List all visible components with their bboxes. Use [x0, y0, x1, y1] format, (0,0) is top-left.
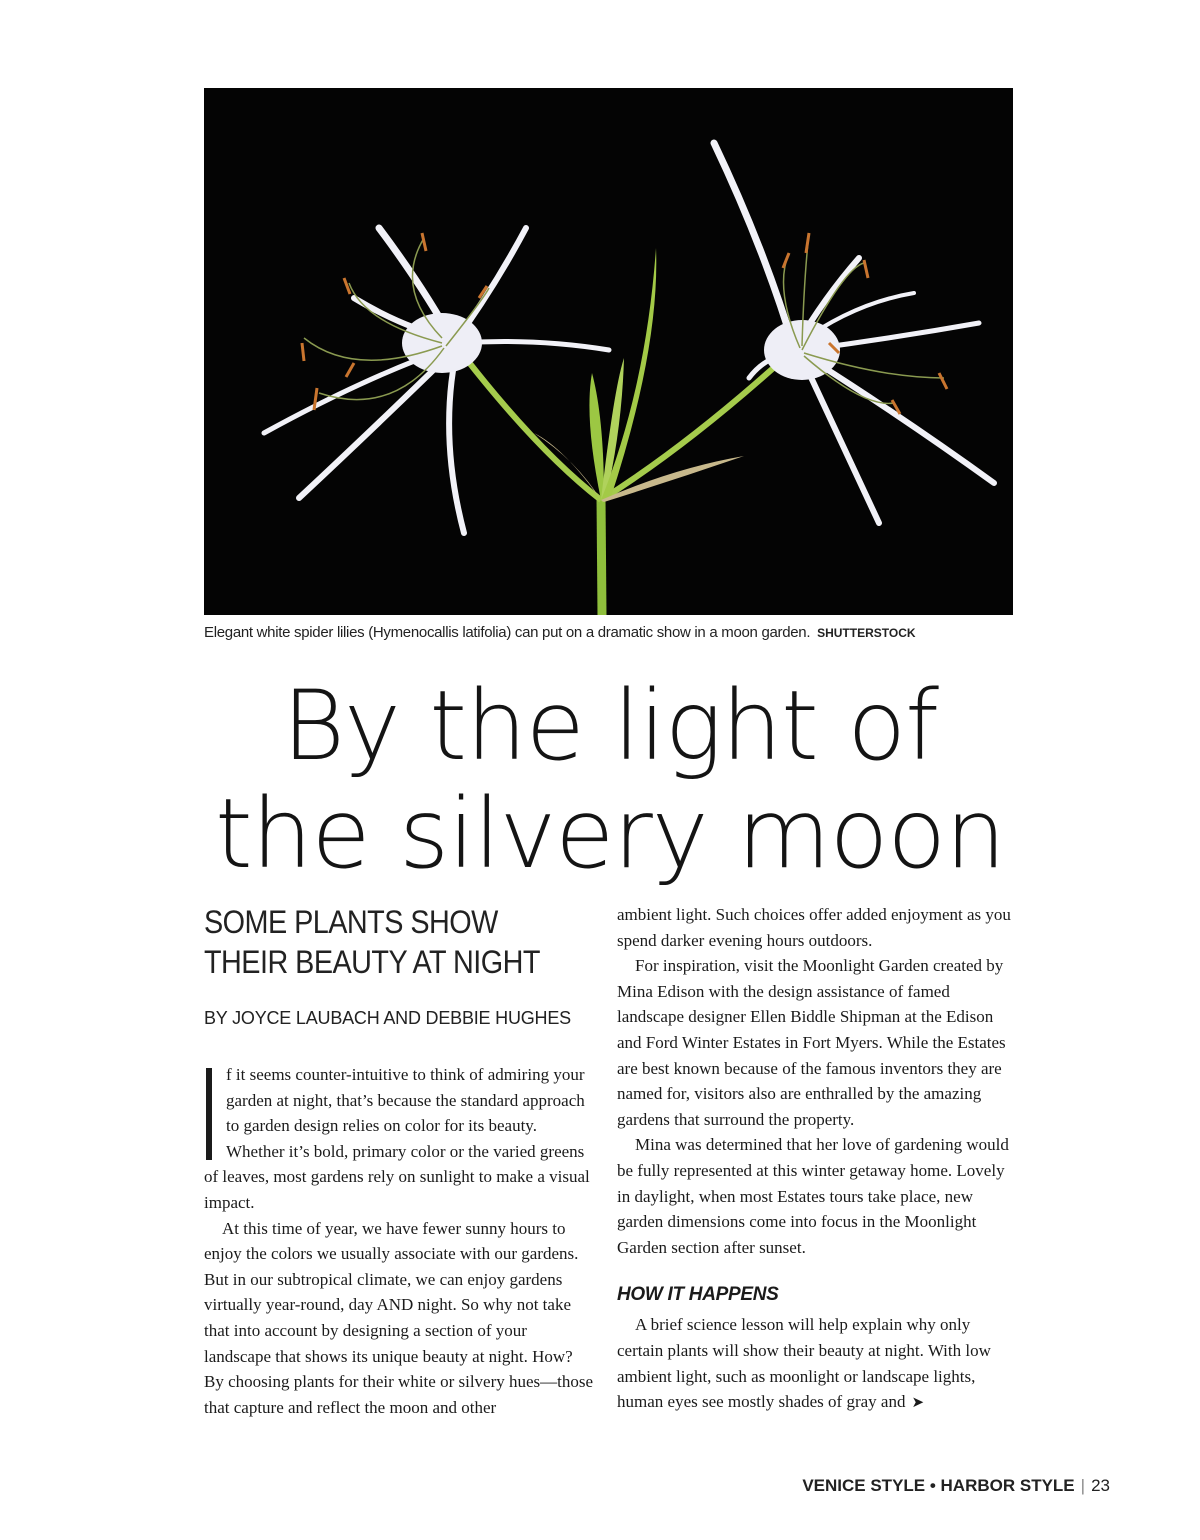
publication-name: VENICE STYLE • HARBOR STYLE [802, 1476, 1075, 1495]
continue-arrow-icon: ➤ [911, 1393, 925, 1412]
headline-line-2: the silvery moon [215, 778, 1005, 890]
page-number: 23 [1091, 1476, 1110, 1495]
photo-caption [204, 624, 1104, 641]
section-subhead: HOW IT HAPPENS [617, 1284, 779, 1306]
article-deck [204, 902, 564, 982]
footer-separator: | [1080, 1476, 1086, 1495]
paragraph-5: Mina was determined that her love of gardening would be fully represented at this winter getaway home. Lovely in daylight, when most Estates tours take place, new garden dimensions come into focus in the Moonlight Garden section after sunset. [617, 1135, 1009, 1257]
deck-line-2: THEIR BEAUTY AT NIGHT [204, 944, 540, 980]
drop-cap-i [206, 1068, 212, 1160]
spider-lily-photo [204, 88, 1013, 615]
paragraph-6-wrap [617, 1312, 1013, 1415]
paragraph-6: A brief science lesson will help explain why only certain plants will show their beauty at night. With low ambient light, such as moonlight or landscape lights, human eyes see mostly shades of gray and [617, 1315, 991, 1412]
deck-line-1: SOME PLANTS SHOW [204, 904, 498, 940]
photo-credit: SHUTTERSTOCK [817, 626, 916, 640]
article-column-right [617, 902, 1013, 1416]
paragraph-2: At this time of year, we have fewer sunny hours to enjoy the colors we usually associate with our gardens. But in our subtropical climate, we can enjoy gardens virtually year-round, day AND night. So why not take that into account by designing a section of your landscape that shows its unique beauty at night. How? By choosing plants for their white or silvery hues—those that capture and reflect the moon and other [204, 1218, 594, 1417]
caption-text: Elegant white spider lilies (Hymenocallis latifolia) can put on a dramatic show in a moon garden. [204, 624, 811, 641]
byline: BY JOYCE LAUBACH AND DEBBIE HUGHES [204, 1008, 571, 1028]
spider-lily-illustration [204, 88, 1013, 615]
paragraph-4: For inspiration, visit the Moonlight Garden created by Mina Edison with the design assistance of famed landscape designer Ellen Biddle Shipman at the Edison and Ford Winter Estates in Fort Myers. While the Estates are best known because of the famous inventors they are named for, visitors also are enthralled by the amazing gardens that surround the property. [617, 956, 1006, 1129]
paragraph-1: f it seems counter-intuitive to think of admiring your garden at night, that’s because the standard approach to garden design relies on color for its beauty. Whether it’s bold, primary color or the varied greens of leaves, most gardens rely on sunlight to make a visual impact. [204, 1065, 590, 1212]
headline-line-1: By the light of [282, 670, 938, 782]
article-headline [150, 672, 1070, 888]
page-footer [802, 1476, 1110, 1496]
paragraph-3: ambient light. Such choices offer added enjoyment as you spend darker evening hours outdoors. [617, 905, 1011, 950]
article-column-left [204, 1062, 594, 1420]
opening-paragraph [204, 1062, 594, 1216]
